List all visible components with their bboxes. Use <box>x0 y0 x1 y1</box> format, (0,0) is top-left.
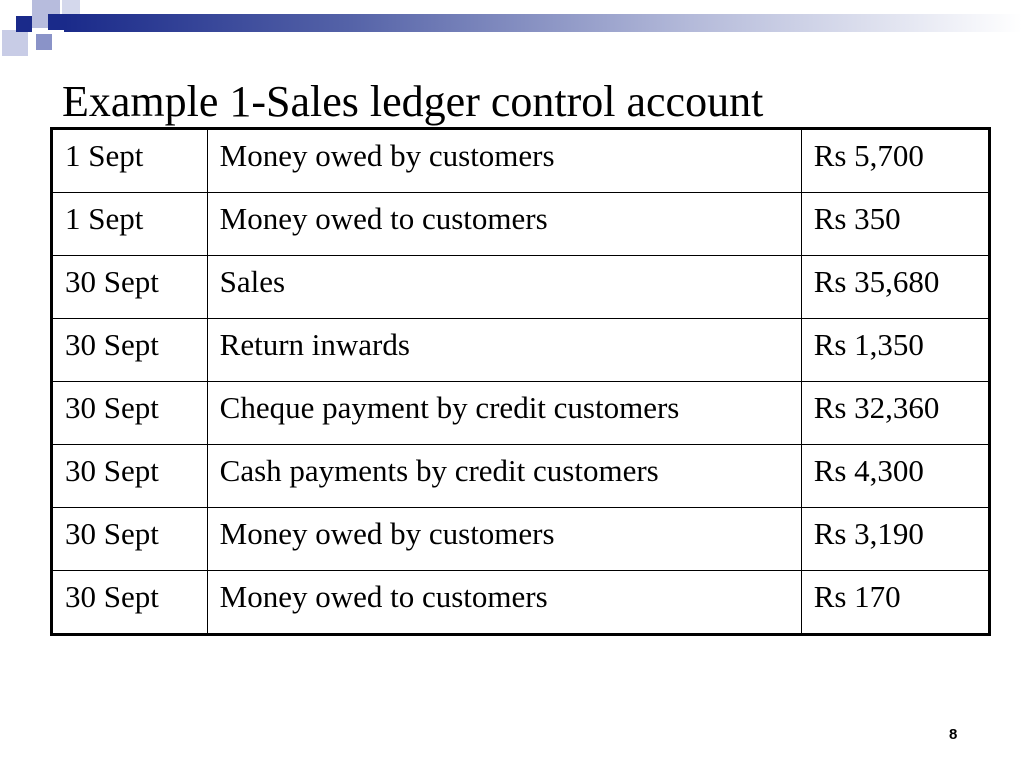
amount-cell: Rs 3,190 <box>801 508 989 571</box>
description-cell: Return inwards <box>207 319 801 382</box>
amount-cell: Rs 170 <box>801 571 989 635</box>
table-row <box>52 129 990 193</box>
table-row <box>52 571 990 635</box>
date-cell: 30 Sept <box>52 445 208 508</box>
date-cell: 30 Sept <box>52 382 208 445</box>
description-cell: Money owed by customers <box>207 129 801 193</box>
corner-decoration <box>0 0 80 64</box>
description-cell: Sales <box>207 256 801 319</box>
amount-cell: Rs 35,680 <box>801 256 989 319</box>
amount-cell: Rs 350 <box>801 193 989 256</box>
date-cell: 30 Sept <box>52 256 208 319</box>
table-row <box>52 445 990 508</box>
description-cell: Money owed to customers <box>207 193 801 256</box>
description-cell: Cash payments by credit customers <box>207 445 801 508</box>
decor-square <box>2 30 28 56</box>
table-row <box>52 508 990 571</box>
slide-title: Example 1-Sales ledger control account <box>62 77 764 126</box>
date-cell: 30 Sept <box>52 508 208 571</box>
amount-cell: Rs 32,360 <box>801 382 989 445</box>
ledger-table <box>50 127 991 636</box>
header-gradient-bar <box>64 14 1022 32</box>
decor-square-navy <box>16 16 32 32</box>
table-row <box>52 382 990 445</box>
description-cell: Money owed to customers <box>207 571 801 635</box>
amount-cell: Rs 5,700 <box>801 129 989 193</box>
page-number: 8 <box>949 726 958 743</box>
decor-square-navy <box>48 14 64 30</box>
description-cell: Cheque payment by credit customers <box>207 382 801 445</box>
amount-cell: Rs 1,350 <box>801 319 989 382</box>
table-row <box>52 319 990 382</box>
date-cell: 1 Sept <box>52 129 208 193</box>
date-cell: 30 Sept <box>52 319 208 382</box>
table-row <box>52 193 990 256</box>
amount-cell: Rs 4,300 <box>801 445 989 508</box>
table-row <box>52 256 990 319</box>
decor-square <box>36 34 52 50</box>
date-cell: 1 Sept <box>52 193 208 256</box>
date-cell: 30 Sept <box>52 571 208 635</box>
description-cell: Money owed by customers <box>207 508 801 571</box>
